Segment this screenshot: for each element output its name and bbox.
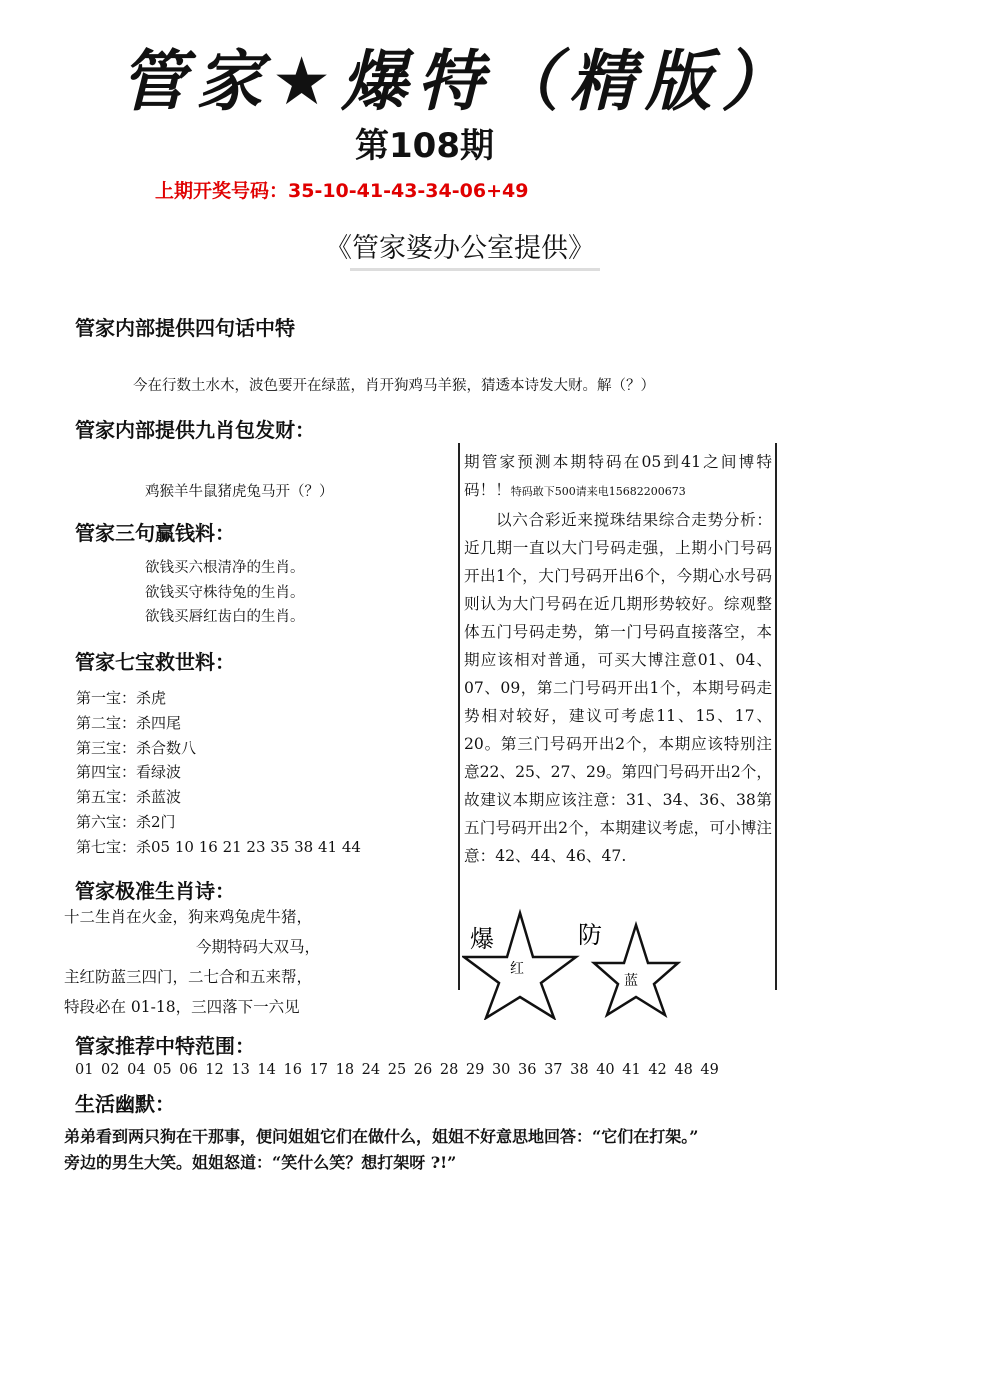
humor-line: 弟弟看到两只狗在干那事，便问姐姐它们在做什么，姐姐不好意思地回答：“它们在打架。” [64, 1127, 699, 1146]
analysis-box-left-border [458, 443, 460, 990]
analysis-text [464, 448, 772, 870]
humor-text [64, 1124, 698, 1176]
last-draw-numbers: 上期开奖号码：35-10-41-43-34-06+49 [155, 180, 529, 202]
three-lines-item: 欲钱买六根清净的生肖。 [145, 560, 305, 576]
page-title: 管家★爆特（精版） [120, 43, 798, 120]
three-lines-item: 欲钱买守株待兔的生肖。 [145, 585, 305, 601]
poem-heading: 管家极准生肖诗： [75, 879, 235, 903]
poem-line: 十二生肖在火金，狗来鸡兔虎牛猪， [64, 908, 313, 926]
treasure-item: 第五宝：杀蓝波 [76, 788, 182, 807]
humor-line: 旁边的男生大笑。姐姐怒道：“笑什么笑？想打架呀 ?!” [64, 1153, 457, 1172]
nine-zodiac-text: 鸡猴羊牛鼠猪虎兔马开（？） [145, 484, 334, 500]
star-right-inner: 蓝 [624, 973, 638, 989]
range-numbers: 01 02 04 05 06 12 13 14 16 17 18 24 25 26 28 29 30 36 37 38 40 41 42 48 49 [75, 1062, 719, 1078]
star-left-label: 爆 [470, 925, 494, 953]
three-lines-item: 欲钱买唇红齿白的生肖。 [145, 609, 305, 625]
treasure-item: 第七宝：杀05 10 16 21 23 35 38 41 44 [76, 837, 361, 856]
star-left-inner: 红 [510, 961, 524, 977]
analysis-intro: 期管家预测本期特码在05到41之间博特码！！ [464, 453, 772, 499]
provider-line: 《管家婆办公室提供》 [325, 233, 595, 264]
right-star-icon [594, 925, 678, 1015]
four-lines-heading: 管家内部提供四句话中特 [75, 316, 295, 340]
treasure-item: 第四宝：看绿波 [76, 763, 182, 782]
range-heading: 管家推荐中特范围： [75, 1034, 255, 1058]
stars-graphic [462, 905, 682, 1020]
provider-underline [350, 268, 600, 271]
four-lines-text: 今在行数土水木，波色要开在绿蓝，肖开狗鸡马羊猴，猜透本诗发大财。解（？） [133, 378, 655, 394]
analysis-phone-note: 特码敢下500请来电15682200673 [510, 485, 686, 498]
poem-line: 今期特码大双马， [196, 938, 321, 956]
seven-treasures-list [76, 686, 361, 860]
poem-line: 特段必在 01-18，三四落下一六见 [64, 998, 300, 1016]
treasure-item: 第六宝：杀2门 [76, 812, 176, 831]
issue-number: 第108期 [355, 126, 494, 166]
treasure-item: 第一宝：杀虎 [76, 689, 167, 707]
star-right-label: 防 [578, 921, 602, 949]
humor-heading: 生活幽默： [75, 1092, 175, 1116]
poem-line: 主红防蓝三四门，二七合和五来帮， [64, 968, 313, 986]
analysis-body: 以六合彩近来搅珠结果综合走势分析：近几期一直以大门号码走强，上期小门号码开出1个，大门号码开出6个，今期心水号码则认为大门号码在近几期形势较好。综观整体五门号码走势，第一门号码直接落空，本期应该相对普通，可买大博注意01、04、07、09，第二门号码开出1个，本期号码走势相对较好，建议可考虑11、15、17、20。第三门号码开出2个，本期应该特别注意22、25、27、29。第四门号码开出2个，故建议本期应该注意：31、34、36、38第五门号码开出2个，本期建议考虑，可小博注意：42、44、46、47. [464, 511, 772, 865]
three-lines-heading: 管家三句赢钱料： [75, 521, 235, 545]
seven-treasures-heading: 管家七宝救世料： [75, 650, 235, 674]
analysis-box-right-border [775, 443, 777, 990]
treasure-item: 第三宝：杀合数八 [76, 738, 197, 757]
treasure-item: 第二宝：杀四尾 [76, 713, 182, 732]
nine-zodiac-heading: 管家内部提供九肖包发财： [75, 418, 315, 442]
